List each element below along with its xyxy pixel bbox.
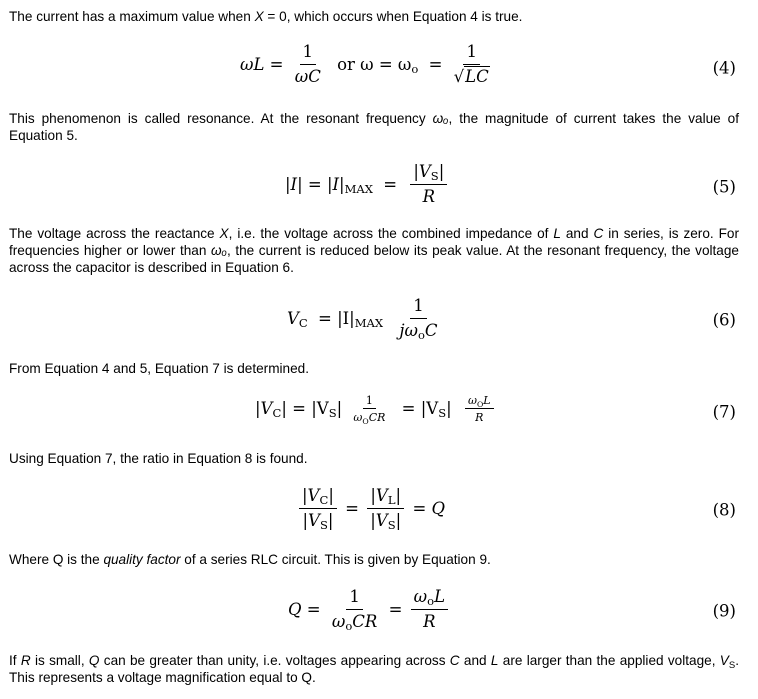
equation-6-number: (6)	[712, 310, 736, 330]
equation-6-body: $V_C = |I|_{MAX}$ $\frac{1}{j\omega_oC}$	[287, 296, 438, 342]
paragraph-5: Using Equation 7, the ratio in Equation 8 is found.	[9, 451, 308, 466]
equation-5	[0, 160, 758, 214]
equation-6	[0, 294, 758, 346]
equation-4-body: ωL = $\frac{1}{\omega C}$ or $\omega = \omega_o$ = $\frac{1}{√LC}$	[240, 42, 489, 86]
equation-5-number: (5)	[712, 177, 736, 197]
paragraph-7: If R is small, Q can be greater than unity, i.e. voltages appearing across C and L are larger than the applied voltage, $V_S$. This represents a voltage magnification equal to Q.	[9, 653, 739, 685]
equation-7-body: $|V_C| = |V_S|$ $\frac{1}{\omega_OCR}$ = $|V_S|$ $\frac{\omega_OL}{R}$	[255, 394, 497, 424]
paragraph-3: The voltage across the reactance X, i.e. the voltage across the combined impedance of L and C in series, is zero. For frequencies higher or lower than ωₒ, the current is reduced below its peak value. At the resonant frequency, the voltage across the capacitor is described in Equation 6.	[9, 226, 739, 275]
equation-8	[0, 484, 758, 536]
equation-5-body: $|I| = |I|_{MAX}$ = $\frac{|V_S|}{R}$	[285, 162, 450, 207]
paragraph-1: The current has a maximum value when X = 0, which occurs when Equation 4 is true.	[9, 9, 523, 24]
equation-9	[0, 585, 758, 637]
paragraph-4: From Equation 4 and 5, Equation 7 is determined.	[9, 361, 309, 376]
equation-9-number: (9)	[712, 601, 736, 621]
equation-4-number: (4)	[712, 58, 736, 78]
paragraph-2: This phenomenon is called resonance. At the resonant frequency ωₒ, the magnitude of current takes the value of Equation 5.	[9, 111, 739, 143]
equation-4	[0, 40, 758, 96]
paragraph-6: Where Q is the quality factor of a series RLC circuit. This is given by Equation 9.	[9, 552, 491, 567]
equation-9-body: Q = $\frac{1}{\omega_oCR}$ = $\frac{\omega_oL}{R}$	[288, 587, 451, 632]
equation-7-number: (7)	[712, 402, 736, 422]
equation-7	[0, 394, 758, 430]
equation-8-body: $\frac{|V_C|}{|V_S|}$ = $\frac{|V_L|}{|V_S|}$ = Q	[296, 486, 445, 531]
equation-8-number: (8)	[712, 500, 736, 520]
